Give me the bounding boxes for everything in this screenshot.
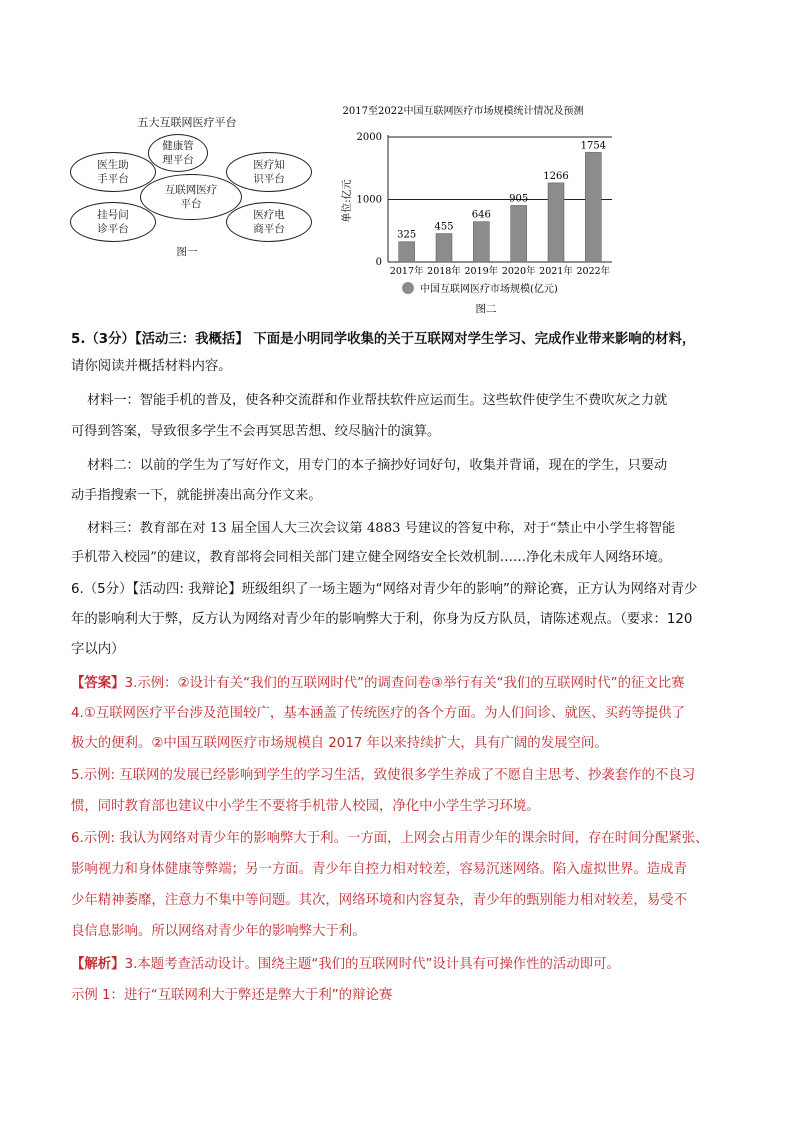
chart-y-tick-label: 0 [375, 257, 382, 268]
chart-value-label: 325 [397, 229, 417, 241]
chart-value-label: 1754 [580, 140, 607, 152]
answer-5-line-2: 惯，同时教育部也建议中小学生不要将手机带人校园，净化中小学生学习环境。 [71, 799, 540, 814]
material-two-line-1: 材料二：以前的学生为了写好作文，用专门的本子摘抄好词好句，收集并背诵，现在的学生，只要动 [87, 458, 668, 473]
answer-6-line-4: 良信息影响。所以网络对青少年的影响弊大于利。 [71, 924, 366, 939]
material-three-line-2: 手机带入校园”的建议，教育部将会同相关部门建立健全网络安全长效机制……净化未成年人网络环境。 [71, 550, 672, 565]
figure-one-title: 五大互联网医疗平台 [137, 116, 237, 129]
answer-4-line-2: 极大的便利。②中国互联网医疗市场规模自 2017 年以来持续扩大，具有广阔的发展空间。 [71, 736, 608, 751]
chart-x-tick-label: 2019年 [464, 266, 499, 277]
material-three-line-1: 材料三：教育部在对 13 届全国人大三次会议第 4883 号建议的答复中称，对于“禁止中小学生将智能 [87, 521, 676, 536]
node-registration-platform: 挂号问诊平台 [70, 202, 156, 242]
figure-one-diagram [62, 106, 322, 261]
analysis-line-1: 【解析】3.本题考查活动设计。围绕主题“我们的互联网时代”设计具有可操作性的活动即可。 [71, 957, 620, 972]
analysis-tag: 【解析】 [71, 957, 125, 972]
chart-value-label: 1266 [543, 170, 569, 182]
chart-value-label: 905 [509, 193, 529, 205]
node-ecommerce-platform: 医疗电商平台 [226, 202, 312, 242]
chart-legend-label: 中国互联网医疗市场规模(亿元) [420, 284, 558, 295]
chart-bar [399, 242, 415, 262]
chart-bar [511, 205, 527, 262]
figure-one-caption: 图一 [176, 246, 198, 258]
answer-4-line-1: 4.①互联网医疗平台涉及范围较广，基本涵盖了传统医疗的各个方面。为人们问诊、就医、买药等提供了 [71, 706, 685, 721]
chart-bar [548, 183, 564, 262]
chart-value-labels [397, 140, 606, 240]
chart-grid [388, 135, 612, 262]
material-two-line-2: 动手指搜索一下，就能拼凑出高分作文来。 [71, 488, 322, 503]
analysis-line-2: 示例 1：进行“互联网利大于弊还是弊大于利”的辩论赛 [71, 988, 393, 1003]
chart-x-tick-label: 2017年 [389, 266, 424, 277]
answer-6-line-3: 少年精神萎靡，注意力不集中等问题。其次，网络环境和内容复杂，青少年的甄别能力相对较差，易受不 [71, 893, 687, 908]
chart-legend-marker [402, 282, 414, 294]
chart-bar [436, 234, 452, 262]
answer-5-line-1: 5.示例: 互联网的发展已经影响到学生的学习生活，致使很多学生养成了不愿自主思考、抄袭套作的不良习 [71, 768, 696, 783]
material-one-line-2: 可得到答案，导致很多学生不会再冥思苦想、绞尽脑汁的演算。 [71, 424, 441, 439]
node-health-platform: 健康管理平台 [148, 134, 208, 172]
chart-y-tick-label: 1000 [356, 194, 382, 206]
chart-value-label: 646 [471, 209, 491, 221]
chart-x-tick-label: 2018年 [427, 266, 461, 277]
q5-prompt-line-2: 请你阅读并概括材料内容。 [71, 359, 232, 374]
material-one-line-1: 材料一：智能手机的普及，使各种交流群和作业帮扶软件应运而生。这些软件使学生不费吹灰之力就 [87, 393, 668, 408]
answer-tag: 【答案】 [71, 676, 125, 691]
chart-value-label: 455 [434, 221, 454, 233]
chart-y-ticks [357, 132, 382, 268]
chart-bar [473, 222, 489, 262]
chart-x-ticks [390, 265, 611, 277]
chart-x-tick-label: 2021年 [539, 266, 573, 277]
answer-6-line-1: 6.示例: 我认为网络对青少年的影响弊大于利。一方面，上网会占用青少年的课余时间，存在时间分配紧张、 [71, 831, 709, 846]
chart-caption: 图二 [475, 303, 497, 315]
chart-bar [585, 152, 601, 262]
node-center-platform: 互联网医疗平台 [140, 174, 242, 220]
q6-prompt-line-2: 年的影响利大于弊，反方认为网络对青少年的影响弊大于利，你身为反方队员，请陈述观点。（要求：120 [71, 612, 693, 627]
answer-line-3: 【答案】3.示例：②设计有关“我们的互联网时代”的调查问卷③举行有关“我们的互联网时代”的征文比赛 [71, 676, 685, 691]
q5-prompt-line-1: 5.（3分）【活动三：我概括】 下面是小明同学收集的关于互联网对学生学习、完成作业带来影响的材料， [71, 332, 696, 347]
chart-y-tick-label: 2000 [356, 132, 382, 143]
chart-y-axis-label: 单位:亿元 [342, 179, 353, 223]
chart-title: 2017至2022中国互联网医疗市场规模统计情况及预测 [342, 106, 584, 117]
node-doctor-help-platform: 医生助手平台 [70, 152, 156, 192]
chart-x-tick-label: 2020年 [501, 266, 536, 277]
chart-x-tick-label: 2022年 [576, 266, 611, 277]
market-size-bar-chart [330, 104, 630, 319]
q6-prompt-line-3: 字以内） [71, 642, 125, 657]
answer-6-line-2: 影响视力和身体健康等弊端；另一方面。青少年自控力相对较差，容易沉迷网络。陷入虚拟世界。造成青 [71, 862, 687, 877]
q6-prompt-line-1: 6.（5分）【活动四: 我辩论】班级组织了一场主题为“网络对青少年的影响”的辩论赛，正方认为网络对青少 [71, 582, 698, 597]
node-knowledge-platform: 医疗知识平台 [226, 152, 312, 192]
chart-bars [399, 152, 602, 262]
